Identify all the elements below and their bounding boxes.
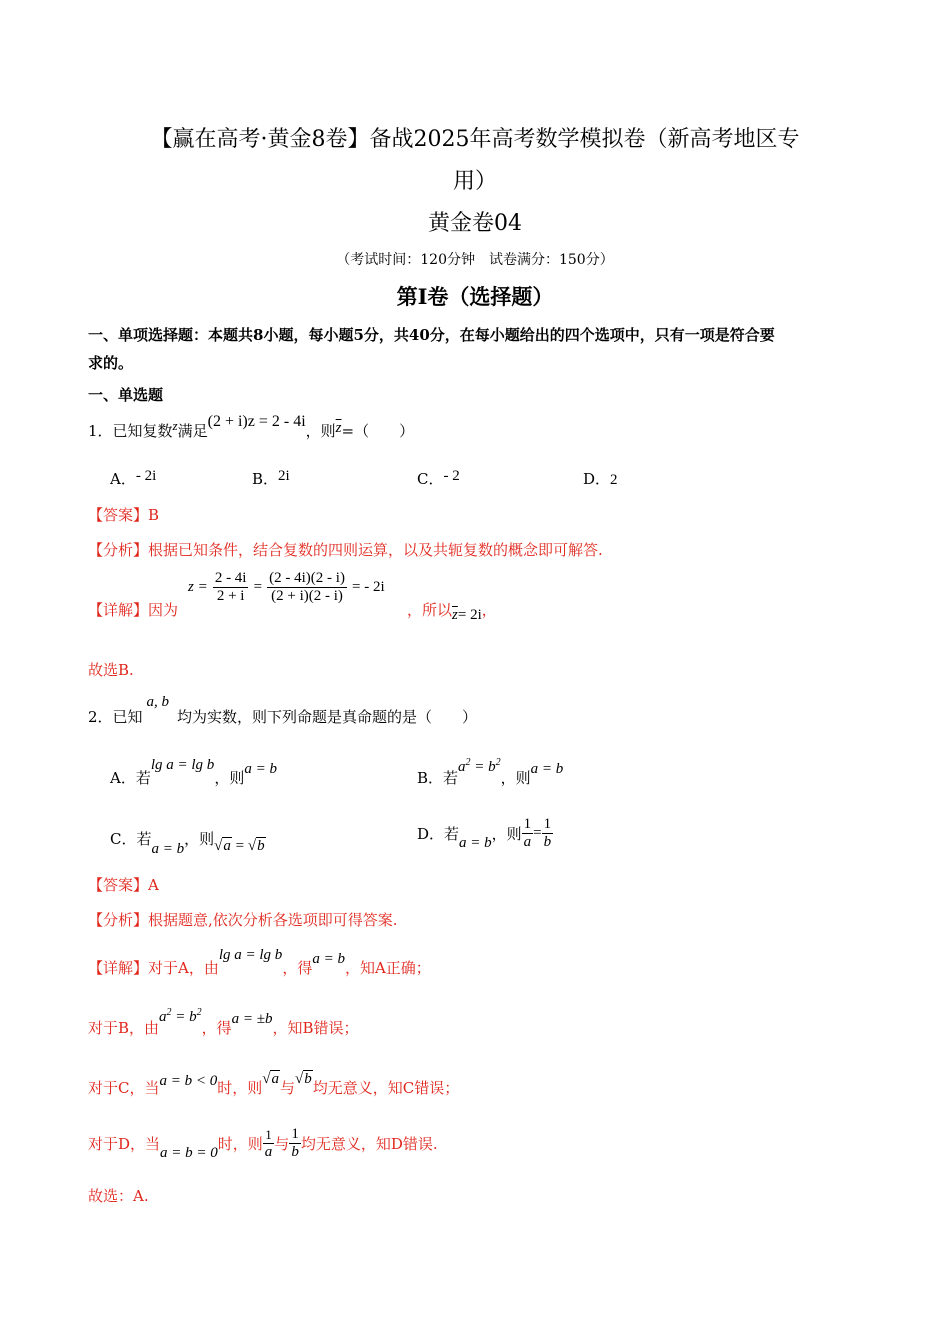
q2-detail-d-cond: a = b = 0 <box>160 1145 218 1161</box>
q2-option-d <box>417 816 553 851</box>
q1-option-d <box>583 468 618 489</box>
q2-detail-c-cond: a = b < 0 <box>159 1073 218 1089</box>
q1-stem-suffix: =（ ） <box>341 422 415 440</box>
q2-option-c-cond: a = b <box>151 841 185 857</box>
q2-detail-d-frac-a <box>263 1126 275 1161</box>
q1-option-c-label: C． <box>417 470 444 488</box>
q2-option-b-sq-a: 2 <box>465 757 471 768</box>
q2-option-c-label: C．若 <box>110 830 152 848</box>
q2-detail-d-prefix: 对于D，当 <box>88 1135 161 1153</box>
q2-detail-c-end: 均无意义，知C错误； <box>312 1079 460 1097</box>
q1-detail-conj-val: = 2i <box>457 607 482 623</box>
q1-stem-mid: 满足 <box>177 422 208 440</box>
q1-detail-frac-1 <box>213 570 249 605</box>
q1-detail-so: ，所以 <box>407 601 453 619</box>
q2-option-d-eq: = <box>533 825 542 841</box>
q2-detail-d-num-a: 1 <box>263 1126 275 1144</box>
q2-option-b-mid: = b <box>474 759 496 775</box>
q2-conclusion: 故选：A. <box>88 1187 149 1205</box>
subtitle: 黄金卷04 <box>428 211 522 236</box>
q2-vars: a, b <box>146 694 170 710</box>
q2-detail-c-sqrt-a: a <box>271 1071 279 1087</box>
q1-analysis: 【分析】根据已知条件，结合复数的四则运算，以及共轭复数的概念即可解答. <box>88 541 603 559</box>
section-title: 第I卷（选择题） <box>396 284 554 309</box>
q2-detail-a-result: a = b <box>312 951 345 967</box>
q1-option-d-value: 2 <box>610 472 618 488</box>
q2-option-a-label: A．若 <box>110 769 151 787</box>
q1-stem <box>88 413 415 441</box>
q2-detail-a <box>88 947 431 978</box>
q1-stem-prefix: 1．已知复数 <box>88 422 173 440</box>
q2-detail-c-sqrt-b: b <box>304 1071 312 1087</box>
q2-detail-c-and: 与 <box>279 1079 295 1097</box>
q1-detail-formula <box>188 570 385 605</box>
q2-detail-b-sq-b: 2 <box>196 1007 202 1018</box>
q2-option-d-frac-a <box>522 816 534 851</box>
q1-option-c-value: - 2 <box>443 468 460 484</box>
q1-conclusion: 故选B. <box>88 661 134 679</box>
q1-condition: (2 + i)z = 2 - 4i <box>207 413 306 430</box>
q2-option-d-den-b: b <box>543 834 552 850</box>
q2-detail-d <box>88 1126 438 1161</box>
title-line-2: 用） <box>452 169 497 194</box>
q2-stem-prefix: 2．已知 <box>88 708 143 726</box>
q2-detail-b-cond <box>159 1009 202 1025</box>
q2-detail-b-a: a <box>159 1009 167 1025</box>
q1-option-b <box>252 468 290 489</box>
q1-option-c <box>417 468 460 489</box>
q2-option-d-label: D．若 <box>417 825 460 843</box>
q2-option-d-den-a: a <box>523 834 532 850</box>
q1-detail-prefix: 【详解】因为 <box>88 601 179 619</box>
q2-detail-b-prefix: 对于B，由 <box>88 1019 160 1037</box>
q1-option-b-value: 2i <box>278 468 290 484</box>
q2-answer: 【答案】A <box>88 876 159 894</box>
q2-stem-suffix: 均为实数，则下列命题是真命题的是（ ） <box>177 708 478 726</box>
q2-option-a-result: a = b <box>244 761 277 777</box>
q2-detail-d-mid: 时，则 <box>217 1135 263 1153</box>
q1-option-a <box>110 468 156 489</box>
q2-option-d-then: ，则 <box>491 825 522 843</box>
q1-detail-frac-2 <box>267 570 347 605</box>
q1-stem-then: ，则 <box>305 422 336 440</box>
q2-option-b-a: a <box>458 759 466 775</box>
q2-detail-a-prefix: 【详解】对于A，由 <box>88 959 219 977</box>
q2-option-d-cond: a = b <box>459 835 492 851</box>
q2-detail-c-prefix: 对于C，当 <box>88 1079 160 1097</box>
q1-detail-z: z = <box>188 579 208 595</box>
q1-option-a-label: A． <box>110 470 136 488</box>
q2-option-d-num-a: 1 <box>523 816 532 832</box>
q1-detail-eq: = <box>253 579 263 595</box>
q1-detail-num-2: (2 - 4i)(2 - i) <box>269 570 345 586</box>
q2-option-c-then: ，则 <box>184 830 215 848</box>
q2-analysis: 【分析】根据题意,依次分析各选项即可得答案. <box>88 911 398 929</box>
q2-option-a <box>110 757 277 788</box>
q2-option-b-then: ，则 <box>500 769 531 787</box>
q2-option-c-sqrt-b: b <box>257 838 265 854</box>
q2-detail-c-mid: 时，则 <box>217 1079 263 1097</box>
q2-option-a-then: ，则 <box>214 769 245 787</box>
q2-detail-a-end: ，知A正确； <box>344 959 431 977</box>
instructions-line-2: 求的。 <box>88 354 134 372</box>
q1-detail-tail <box>407 599 497 623</box>
q2-option-a-cond: lg a = lg b <box>150 757 215 773</box>
q2-detail-d-and: 与 <box>274 1135 290 1153</box>
q2-detail-b-result: a = ±b <box>231 1011 273 1027</box>
q2-detail-b <box>88 1007 359 1038</box>
q2-option-d-frac-b <box>542 816 554 851</box>
q1-option-d-label: D． <box>583 470 611 488</box>
q2-option-b-cond <box>458 759 501 775</box>
q1-answer: 【答案】B <box>88 506 160 524</box>
q1-var-z: z <box>172 418 178 433</box>
q2-option-c: C．若a = b，则√a = √b <box>110 830 265 857</box>
q2-option-b-label: B．若 <box>417 769 459 787</box>
title-line-1: 【赢在高考·黄金8卷】备战2025年高考数学模拟卷（新高考地区专 <box>150 127 800 152</box>
q2-detail-c: 对于C，当a = b < 0时，则√a与√b均无意义，知C错误； <box>88 1071 460 1097</box>
q1-option-a-value: - 2i <box>135 468 157 484</box>
q2-detail-a-mid: ，得 <box>282 959 313 977</box>
q2-detail-b-mid: ，得 <box>201 1019 232 1037</box>
q2-detail-d-end: 均无意义，知D错误. <box>300 1135 438 1153</box>
q2-detail-d-num-b: 1 <box>291 1126 299 1142</box>
q2-detail-d-den-b: b <box>291 1144 299 1160</box>
q2-option-b <box>417 757 564 788</box>
q2-option-c-sqrt-a: a <box>223 838 231 854</box>
question-type-heading: 一、单选题 <box>88 386 164 404</box>
instructions-line-1: 一、单项选择题：本题共8小题，每小题5分，共40分，在每小题给出的四个选项中，只有一项是符合要 <box>88 326 775 344</box>
q2-option-d-num-b: 1 <box>543 816 552 832</box>
q2-detail-d-den-a: a <box>264 1144 273 1160</box>
q2-detail-b-end: ，知B错误； <box>272 1019 359 1037</box>
q1-detail-result: = - 2i <box>352 579 385 595</box>
q2-option-b-result: a = b <box>530 761 564 777</box>
q1-detail-den-2: (2 + i)(2 - i) <box>271 588 343 604</box>
q1-option-b-label: B． <box>252 470 279 488</box>
q2-detail-b-sq-a: 2 <box>166 1007 172 1018</box>
q2-detail-d-frac-b <box>289 1126 301 1161</box>
q1-detail-conj: $\overline{z}$ <box>452 607 458 623</box>
q2-stem <box>88 694 478 727</box>
q1-detail-num-1: 2 - 4i <box>214 570 247 586</box>
q2-detail-a-cond: lg a = lg b <box>218 947 283 963</box>
exam-info: （考试时间：120分钟 试卷满分：150分） <box>336 252 614 268</box>
q2-option-c-eq: = <box>235 838 245 854</box>
q2-detail-b-mid-eq: = b <box>175 1009 197 1025</box>
q1-detail-end: ， <box>481 601 497 619</box>
q2-option-b-sq-b: 2 <box>495 757 501 768</box>
q1-detail-den-1: 2 + i <box>216 588 245 604</box>
q1-conj-z: $\overline{z}$ <box>335 420 342 436</box>
